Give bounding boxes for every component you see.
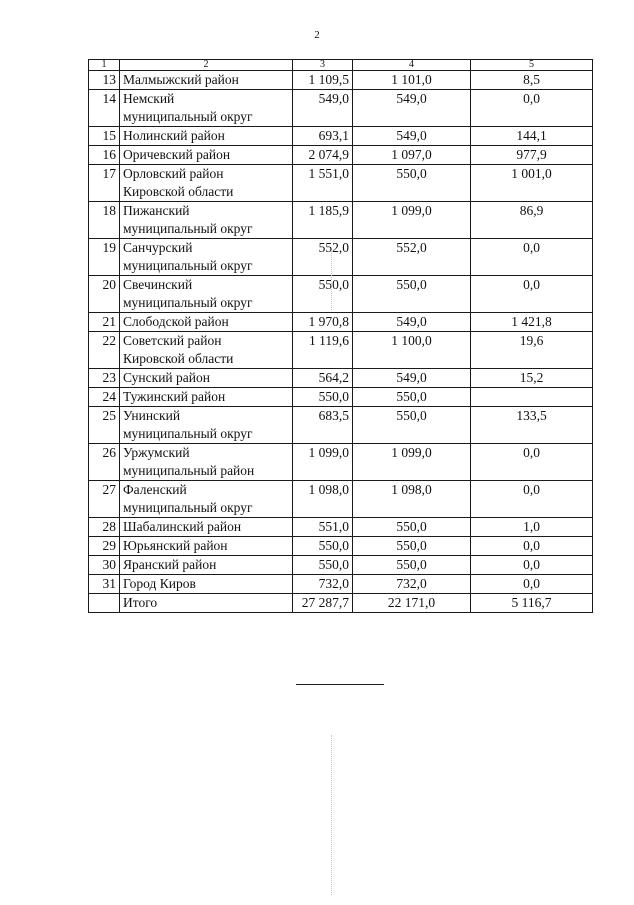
district-name-cell [120,407,293,444]
total-empty-cell [89,594,120,613]
district-name-cell [120,165,293,202]
value-col3-cell: 1 109,5 [293,71,353,90]
row-number-cell: 23 [89,369,120,388]
value-col4-cell: 1 099,0 [353,202,471,239]
district-name-cell [120,388,293,407]
row-number-cell: 24 [89,388,120,407]
value-col4-cell: 1 097,0 [353,146,471,165]
district-name-line: Тужинский район [123,389,226,404]
table-row [89,71,593,90]
column-header-4: 4 [353,60,471,71]
district-name-line: Советский район [123,333,222,348]
district-name-cell [120,276,293,313]
district-name-line: муниципальный округ [123,295,253,310]
district-name-line: Яранский район [123,557,217,572]
district-name-line: Город Киров [123,576,196,591]
value-col3-cell: 1 098,0 [293,481,353,518]
table-row [89,146,593,165]
value-col3-cell: 2 074,9 [293,146,353,165]
value-col3-cell: 551,0 [293,518,353,537]
table-row [89,407,593,444]
district-name-line: Санчурский [123,240,193,255]
row-number-cell: 16 [89,146,120,165]
district-name-line: Фаленский [123,482,187,497]
table-row [89,575,593,594]
value-col3-cell: 549,0 [293,90,353,127]
table-row [89,332,593,369]
district-name-cell [120,71,293,90]
district-name-cell [120,444,293,481]
district-name-line: Кировской области [123,351,234,366]
row-number-cell: 25 [89,407,120,444]
value-col5-cell: 0,0 [471,90,593,127]
district-name-cell [120,537,293,556]
table-row [89,537,593,556]
district-name-cell [120,202,293,239]
district-name-line: Слободской район [123,314,229,329]
value-col5-cell: 977,9 [471,146,593,165]
value-col4-cell: 549,0 [353,90,471,127]
district-name-line: Сунский район [123,370,210,385]
column-header-5: 5 [471,60,593,71]
value-col5-cell: 133,5 [471,407,593,444]
value-col4-cell: 550,0 [353,407,471,444]
value-col4-cell: 550,0 [353,518,471,537]
value-col3-cell: 550,0 [293,276,353,313]
district-name-line: Свечинский [123,277,193,292]
row-number-cell: 22 [89,332,120,369]
district-name-line: Уржумский [123,445,190,460]
total-col5-cell: 5 116,7 [471,594,593,613]
table-row [89,518,593,537]
value-col4-cell: 1 100,0 [353,332,471,369]
total-row [89,594,593,613]
row-number-cell: 15 [89,127,120,146]
row-number-cell: 20 [89,276,120,313]
table-row [89,313,593,332]
value-col3-cell: 550,0 [293,388,353,407]
district-name-cell [120,127,293,146]
district-name-line: муниципальный округ [123,426,253,441]
value-col5-cell: 1 001,0 [471,165,593,202]
value-col5-cell: 1 421,8 [471,313,593,332]
district-name-line: муниципальный округ [123,258,253,273]
row-number-cell: 19 [89,239,120,276]
column-header-3: 3 [293,60,353,71]
district-name-cell [120,575,293,594]
value-col5-cell: 15,2 [471,369,593,388]
value-col5-cell: 0,0 [471,481,593,518]
value-col3-cell: 550,0 [293,556,353,575]
end-divider-line [296,684,384,685]
table-body [89,60,593,613]
district-name-cell [120,146,293,165]
value-col4-cell: 550,0 [353,165,471,202]
district-name-cell [120,313,293,332]
value-col5-cell: 8,5 [471,71,593,90]
value-col4-cell: 550,0 [353,388,471,407]
table-row [89,276,593,313]
row-number-cell: 27 [89,481,120,518]
value-col3-cell: 693,1 [293,127,353,146]
column-header-2: 2 [120,60,293,71]
district-name-line: Пижанский [123,203,190,218]
district-name-line: муниципальный район [123,463,255,478]
value-col3-cell: 1 099,0 [293,444,353,481]
value-col5-cell: 0,0 [471,444,593,481]
district-name-line: Юрьянский район [123,538,228,553]
row-number-cell: 26 [89,444,120,481]
value-col4-cell: 550,0 [353,276,471,313]
district-name-cell [120,556,293,575]
table-row [89,239,593,276]
budget-table [88,59,593,613]
column-header-1: 1 [89,60,120,71]
district-name-line: Унинский [123,408,181,423]
district-name-line: муниципальный округ [123,500,253,515]
district-name-line: Нолинский район [123,128,225,143]
district-name-cell [120,518,293,537]
district-name-line: Орловский район [123,166,224,181]
district-name-line: муниципальный округ [123,109,253,124]
district-name-line: Шабалинский район [123,519,242,534]
value-col5-cell: 19,6 [471,332,593,369]
page-number: 2 [314,29,320,41]
row-number-cell: 17 [89,165,120,202]
row-number-cell: 29 [89,537,120,556]
row-number-cell: 13 [89,71,120,90]
table-row [89,165,593,202]
district-name-line: муниципальный округ [123,221,253,236]
district-name-cell [120,239,293,276]
value-col4-cell: 550,0 [353,537,471,556]
value-col4-cell: 550,0 [353,556,471,575]
value-col5-cell: 0,0 [471,276,593,313]
table-row [89,90,593,127]
row-number-cell: 21 [89,313,120,332]
value-col4-cell: 549,0 [353,369,471,388]
district-name-cell [120,481,293,518]
row-number-cell: 28 [89,518,120,537]
value-col5-cell: 86,9 [471,202,593,239]
district-name-line: Кировской области [123,184,234,199]
column-number-row [89,60,593,71]
table-row [89,556,593,575]
value-col4-cell: 549,0 [353,127,471,146]
value-col3-cell: 1 185,9 [293,202,353,239]
value-col3-cell: 732,0 [293,575,353,594]
district-name-cell [120,369,293,388]
value-col4-cell: 549,0 [353,313,471,332]
district-name-cell [120,90,293,127]
table-row [89,481,593,518]
value-col3-cell: 564,2 [293,369,353,388]
value-col4-cell: 1 099,0 [353,444,471,481]
value-col3-cell: 683,5 [293,407,353,444]
table-row [89,388,593,407]
district-name-cell [120,332,293,369]
value-col3-cell: 552,0 [293,239,353,276]
table-row [89,369,593,388]
district-name-line: Оричевский район [123,147,231,162]
value-col4-cell: 732,0 [353,575,471,594]
value-col4-cell: 552,0 [353,239,471,276]
district-name-line: Немский [123,91,175,106]
row-number-cell: 30 [89,556,120,575]
value-col3-cell: 1 970,8 [293,313,353,332]
value-col5-cell [471,388,593,407]
table-row [89,127,593,146]
value-col5-cell: 0,0 [471,239,593,276]
value-col5-cell: 1,0 [471,518,593,537]
value-col5-cell: 0,0 [471,556,593,575]
value-col3-cell: 1 119,6 [293,332,353,369]
row-number-cell: 14 [89,90,120,127]
row-number-cell: 18 [89,202,120,239]
total-col3-cell: 27 287,7 [293,594,353,613]
value-col3-cell: 1 551,0 [293,165,353,202]
value-col5-cell: 144,1 [471,127,593,146]
scan-artifact [331,735,332,895]
district-name-line: Малмыжский район [123,72,239,87]
row-number-cell: 31 [89,575,120,594]
scan-artifact [331,250,332,310]
value-col5-cell: 0,0 [471,575,593,594]
total-col4-cell: 22 171,0 [353,594,471,613]
table-row [89,202,593,239]
value-col5-cell: 0,0 [471,537,593,556]
value-col4-cell: 1 101,0 [353,71,471,90]
total-label-cell: Итого [120,594,293,613]
value-col4-cell: 1 098,0 [353,481,471,518]
value-col3-cell: 550,0 [293,537,353,556]
table-row [89,444,593,481]
